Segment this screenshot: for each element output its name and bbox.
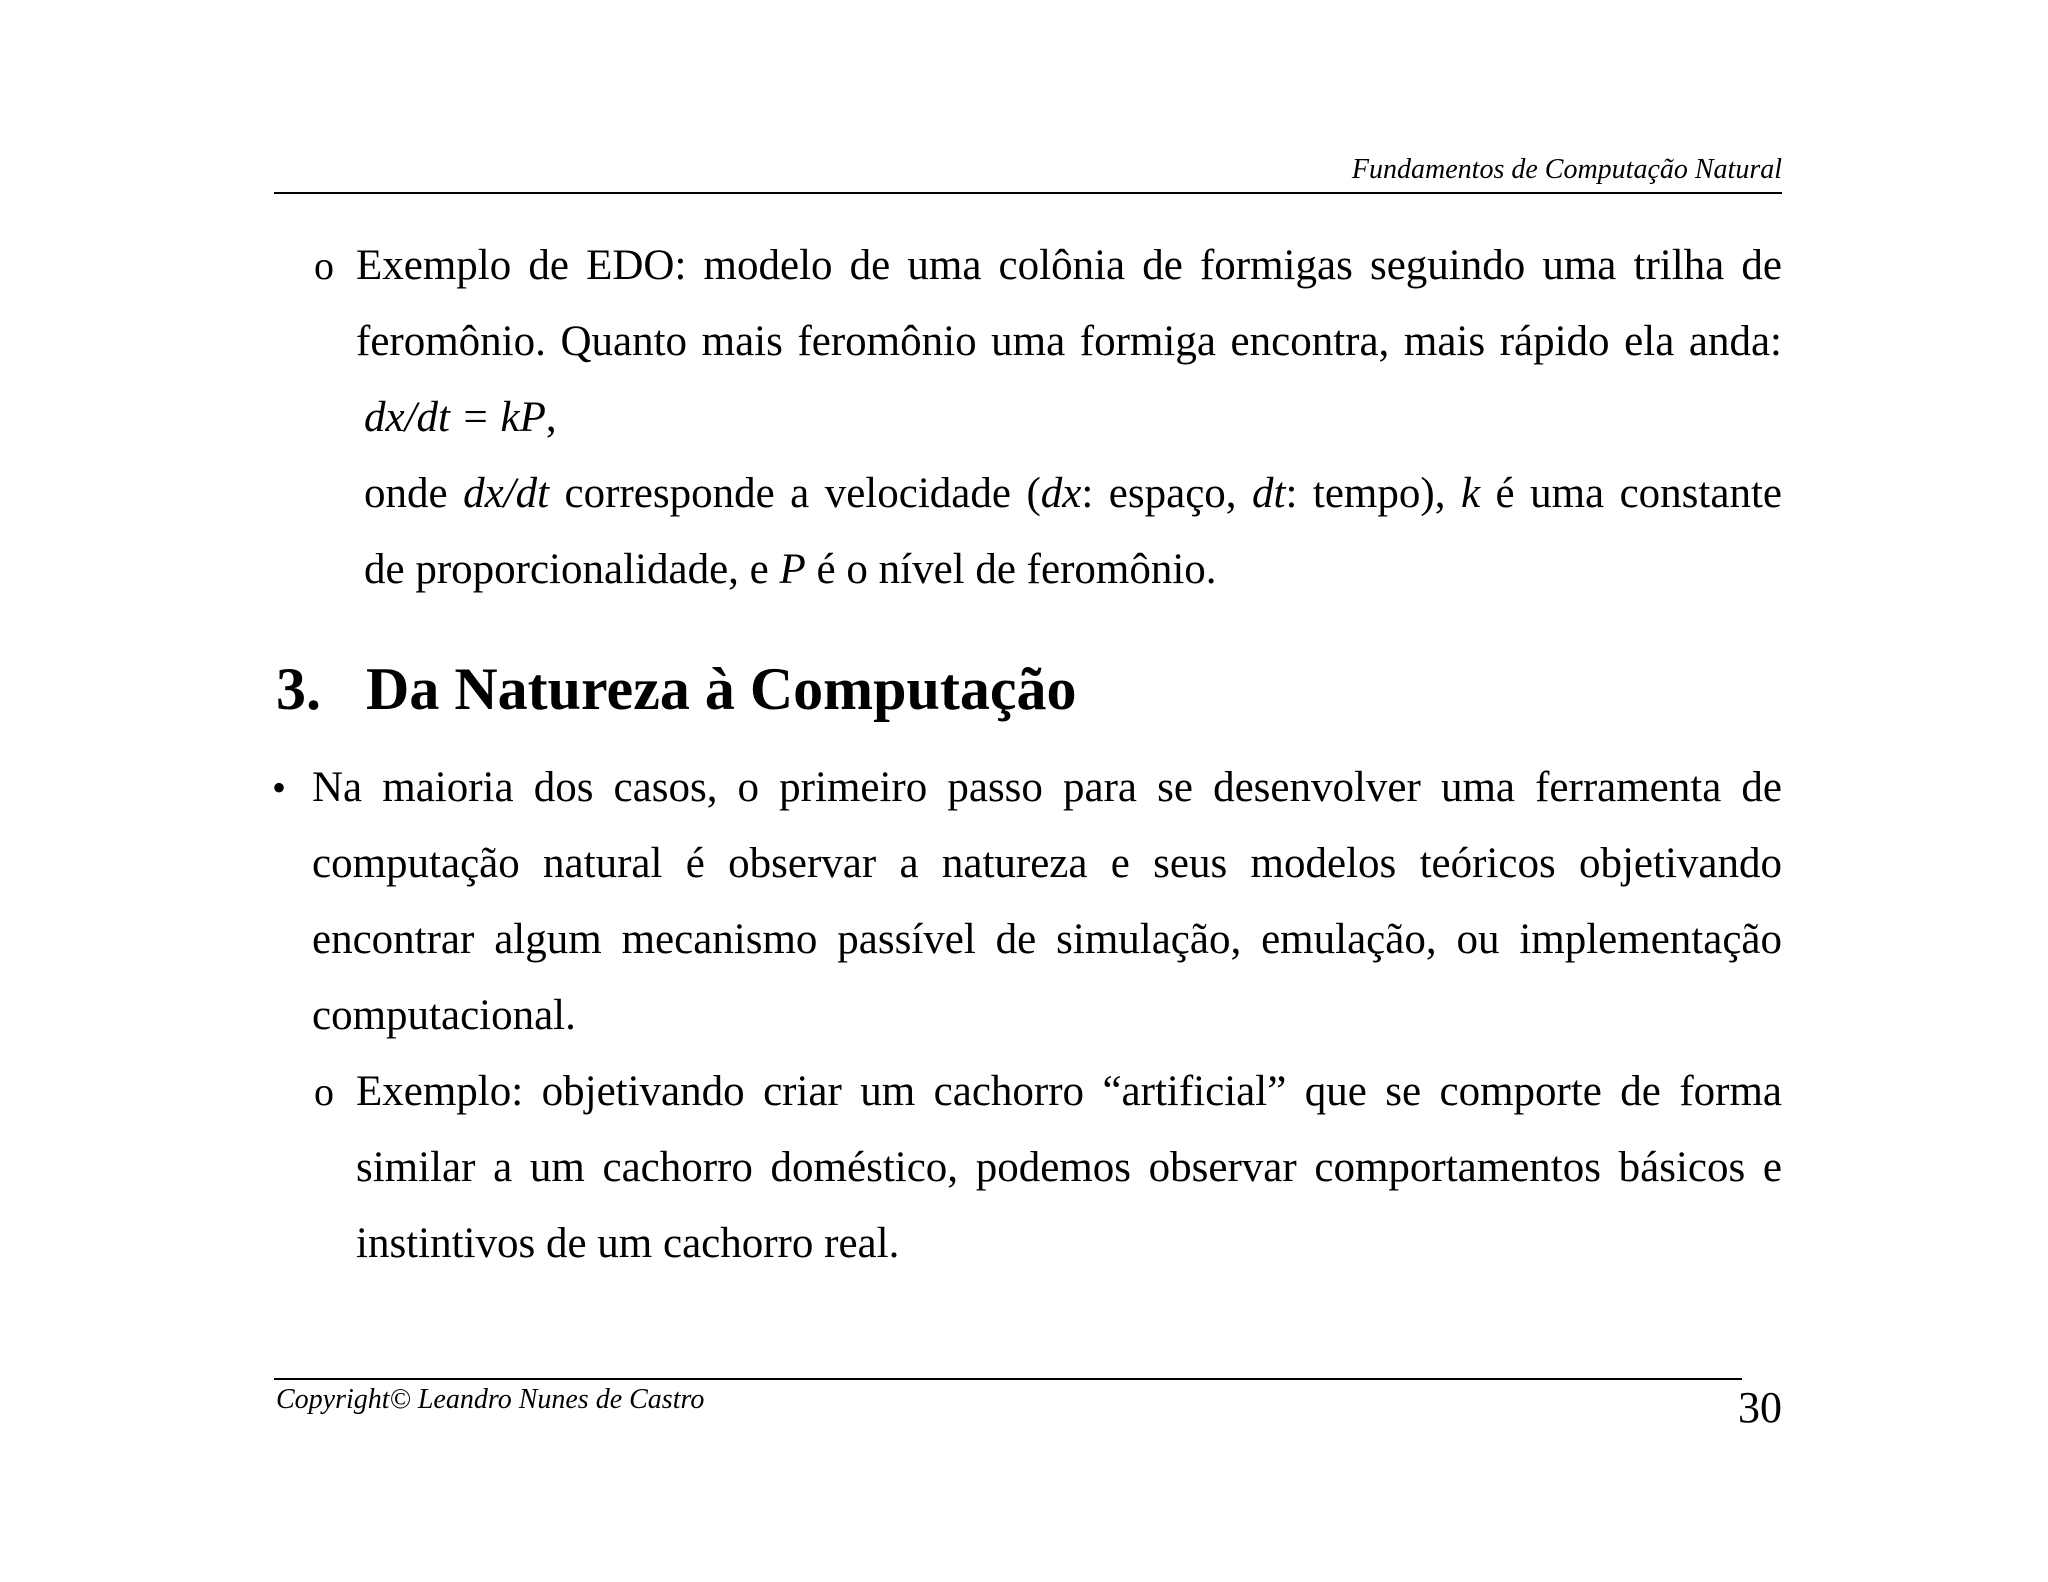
expl-text: é uma constante bbox=[1480, 470, 1782, 517]
bullet-line-2: computação natural é observar a natureza e seus modelos teóricos objetivando bbox=[312, 840, 1782, 887]
expl-var-p: P bbox=[779, 546, 806, 593]
bullet-line-1: Na maioria dos casos, o primeiro passo para se desenvolver uma ferramenta de bbox=[312, 764, 1782, 811]
running-header: Fundamentos de Computação Natural bbox=[1351, 154, 1782, 185]
header-divider bbox=[274, 192, 1782, 194]
section-title: Da Natureza à Computação bbox=[366, 656, 1077, 722]
edo-example-line-2: feromônio. Quanto mais feromônio uma formiga encontra, mais rápido ela anda: bbox=[356, 318, 1782, 365]
section-heading bbox=[276, 654, 1076, 724]
expl-text: é o nível de feromônio. bbox=[805, 546, 1217, 593]
edo-equation bbox=[364, 392, 557, 444]
expl-var-k: k bbox=[1460, 470, 1481, 517]
dog-example-line-3: instintivos de um cachorro real. bbox=[356, 1220, 900, 1267]
sub-bullet-marker: o bbox=[314, 243, 334, 288]
expl-text: : tempo), bbox=[1285, 470, 1461, 517]
bullet-marker: • bbox=[272, 765, 287, 810]
edo-example-line-1: Exemplo de EDO: modelo de uma colônia de formigas seguindo uma trilha de bbox=[356, 242, 1782, 289]
expl-text: de proporcionalidade, e bbox=[364, 546, 780, 593]
sub-bullet-marker: o bbox=[314, 1069, 334, 1114]
page-number: 30 bbox=[1738, 1383, 1782, 1432]
footer-copyright: Copyright© Leandro Nunes de Castro bbox=[276, 1384, 705, 1415]
bullet-line-3: encontrar algum mecanismo passível de simulação, emulação, ou implementação bbox=[312, 916, 1782, 963]
expl-text: onde bbox=[364, 470, 464, 517]
bullet-line-4: computacional. bbox=[312, 992, 576, 1039]
expl-text: : espaço, bbox=[1081, 470, 1253, 517]
equation-suffix: , bbox=[545, 394, 557, 441]
expl-text: corresponde a velocidade ( bbox=[549, 470, 1041, 517]
edo-explanation-line-1 bbox=[364, 468, 1782, 520]
equation-expression: dx/dt = kP bbox=[364, 394, 546, 441]
expl-var-dx: dx bbox=[1040, 470, 1082, 517]
expl-var-dt: dt bbox=[1252, 470, 1286, 517]
edo-explanation-line-2 bbox=[364, 544, 1217, 596]
expl-var-dxdt: dx/dt bbox=[463, 470, 550, 517]
footer-divider bbox=[274, 1378, 1742, 1380]
dog-example-line-1: Exemplo: objetivando criar um cachorro “artificial” que se comporte de forma bbox=[356, 1068, 1782, 1115]
dog-example-line-2: similar a um cachorro doméstico, podemos observar comportamentos básicos e bbox=[356, 1144, 1782, 1191]
section-number: 3. bbox=[276, 656, 321, 722]
